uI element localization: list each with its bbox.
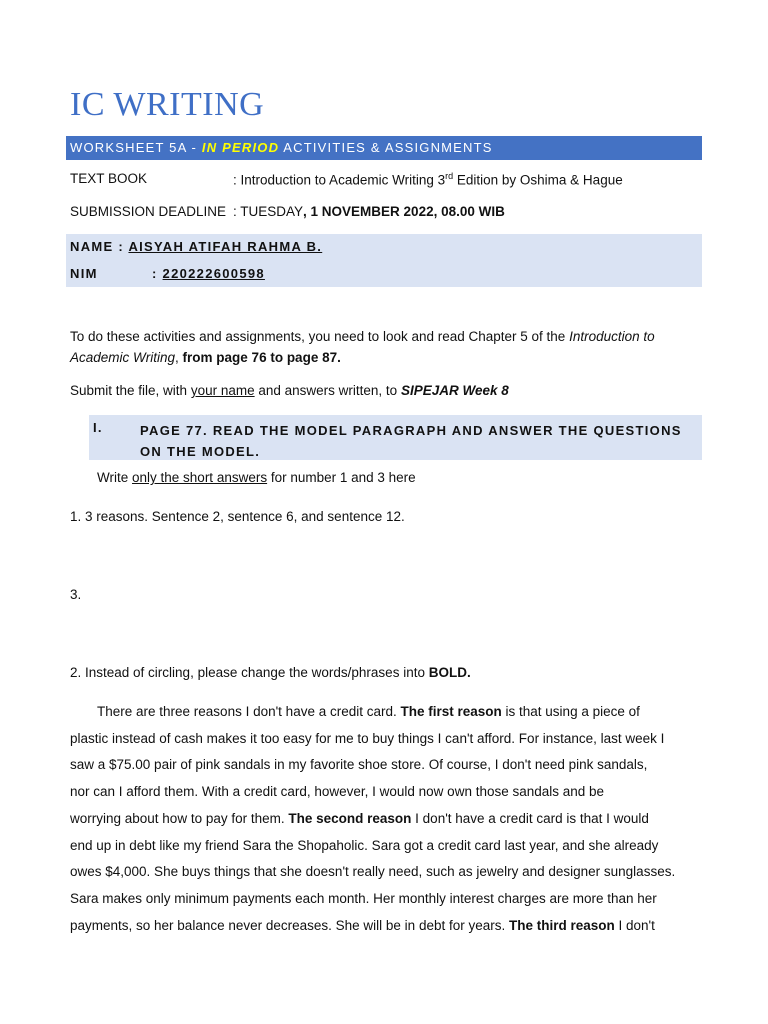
document-title: IC WRITING	[70, 86, 265, 123]
submit-text-1: Submit the file, with	[70, 383, 191, 398]
nim-value-wrap	[152, 266, 265, 281]
model-text: is that using a piece of	[501, 704, 640, 719]
textbook-value-main: : Introduction to Academic Writing 3	[233, 172, 446, 188]
submit-your-name: your name	[190, 383, 255, 398]
model-text: There are three reasons I don't have a credit card.	[97, 704, 401, 719]
answer-3: 3.	[70, 587, 82, 602]
short-answer-instruction	[97, 470, 416, 485]
instructions-text: To do these activities and assignments, you need to look and read Chapter 5 of the	[70, 329, 570, 344]
nim-colon: :	[152, 266, 163, 281]
page-range: from page 76 to page 87.	[182, 350, 341, 365]
write-text-1: Write	[97, 470, 133, 485]
transition-second-reason: The second reason	[288, 811, 412, 826]
submit-text-2: and answers written, to	[254, 383, 401, 398]
student-name: AISYAH ATIFAH RAHMA B.	[128, 239, 323, 254]
model-text: I don't have a credit card is that I would	[411, 811, 649, 826]
worksheet-banner	[66, 136, 702, 160]
section-1-heading: PAGE 77. READ THE MODEL PARAGRAPH AND ANSWER THE QUESTIONS ON THE MODEL.	[140, 423, 682, 459]
transition-third-reason: The third reason	[509, 918, 615, 933]
model-text: I don't	[614, 918, 655, 933]
write-text-2: for number 1 and 3 here	[267, 470, 416, 485]
question-2-bold-word: BOLD.	[428, 665, 471, 680]
submit-destination: SIPEJAR Week 8	[400, 383, 509, 398]
question-2-instruction	[70, 665, 471, 680]
model-paragraph-line: Sara makes only minimum payments each month. Her monthly interest charges are more than her	[70, 891, 657, 906]
model-paragraph-line	[70, 918, 655, 933]
model-text: payments, so her balance never decreases. She will be in debt for years.	[70, 918, 509, 933]
section-1-heading-box	[89, 415, 702, 460]
transition-first-reason: The first reason	[400, 704, 502, 719]
book-title-part-1: Introduction to	[569, 329, 655, 344]
deadline-label: SUBMISSION DEADLINE	[70, 204, 227, 219]
question-2-text: 2. Instead of circling, please change the words/phrases into	[70, 665, 429, 680]
section-1-number: I.	[93, 420, 103, 435]
student-nim: 220222600598	[162, 266, 265, 281]
name-row	[70, 239, 322, 254]
answer-1: 1. 3 reasons. Sentence 2, sentence 6, and sentence 12.	[70, 509, 405, 524]
model-paragraph-line: end up in debt like my friend Sara the Shopaholic. Sara got a credit card last year, and she already	[70, 838, 659, 853]
model-paragraph-line: owes $4,000. She buys things that she doesn't really need, such as jewelry and designer sunglasses.	[70, 864, 676, 879]
deadline-row	[70, 204, 702, 222]
write-short-answers: only the short answers	[132, 470, 268, 485]
model-paragraph-line	[70, 811, 649, 826]
banner-prefix: WORKSHEET 5A -	[70, 140, 202, 155]
name-label: NAME :	[70, 239, 129, 254]
deadline-day: : TUESDAY	[233, 204, 304, 219]
model-paragraph-line: saw a $75.00 pair of pink sandals in my favorite shoe store. Of course, I don't need pink sandals,	[70, 757, 648, 772]
banner-highlight: IN PERIOD	[201, 140, 280, 155]
model-paragraph-line: plastic instead of cash makes it too easy for me to buy things I can't afford. For instance, last week I	[70, 731, 665, 746]
deadline-date: , 1 NOVEMBER 2022, 08.00 WIB	[303, 204, 505, 219]
student-info-box	[66, 234, 702, 287]
instructions-line-1	[70, 329, 655, 344]
book-title-part-2: Academic Writing	[70, 350, 176, 365]
nim-row	[70, 266, 265, 281]
instructions-line-2	[70, 350, 341, 365]
textbook-label: TEXT BOOK	[70, 171, 148, 186]
submit-instructions	[70, 383, 509, 398]
banner-suffix: ACTIVITIES & ASSIGNMENTS	[279, 140, 493, 155]
instructions-comma: ,	[175, 350, 183, 365]
textbook-value-rest: Edition by Oshima & Hague	[453, 172, 623, 188]
model-paragraph-line	[97, 704, 640, 719]
textbook-row	[70, 171, 702, 189]
deadline-value	[233, 204, 505, 219]
model-text: worrying about how to pay for them.	[70, 811, 289, 826]
nim-label: NIM	[70, 266, 98, 281]
textbook-edition-sup: rd	[445, 171, 454, 181]
model-paragraph-line: nor can I afford them. With a credit card, however, I would now own those sandals and be	[70, 784, 605, 799]
textbook-value	[233, 171, 623, 188]
